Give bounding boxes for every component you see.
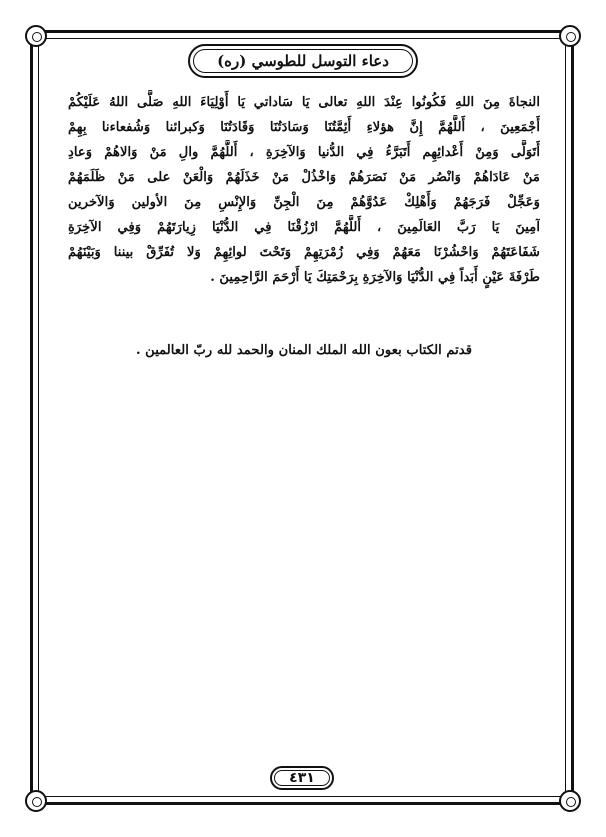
- corner-ornament: [559, 790, 581, 812]
- text-line: أَتَوَلَّى وَمِنْ أَعْدائِهِم أَتَبَرَّءُ فِي الدُّنيا وَالآخِرَةِ ، أَللَّهُمَّ والِ مَنْ وَالاهُمْ وَعادِ: [68, 145, 540, 160]
- text-line: شَفَاعَتَهُمْ وَاحْشُرْنَا مَعَهُمْ وَفِي زُمْرَتِهِمْ وَتَحْتَ لوائِهِمْ وَلا تُفَرِّقْ بيننا وَبَيْنَهُمْ: [68, 245, 540, 260]
- corner-ornament: [559, 25, 581, 47]
- text-line: النجاةَ مِنَ اللهِ فَكُونُوا عِنْدَ اللهِ تعالى يَا سَاداتي يَا أَوْلِيَاءَ اللهِ صَلَّى اللهُ عَلَيْكُمْ: [68, 95, 540, 110]
- corner-ornament: [25, 25, 47, 47]
- text-line: آمِينَ يَا رَبَّ العَالَمِينَ ، أَللَّهُمَّ ارْزُقْنَا فِي الدُّنْيَا زِيارَتَهُمْ وَفِي الآخِرَةِ: [68, 220, 540, 235]
- page-number-cartouche: [270, 766, 334, 790]
- title-cartouche: [188, 44, 418, 78]
- text-line: وَعَجِّلْ فَرَجَهُمْ وَأَهْلِكْ عَدُوَّهُمْ مِنَ الْجِنِّ وَالإِنْسِ مِنَ الأولين وَالآخرين: [68, 195, 540, 210]
- text-line: طَرْفَةَ عَيْنٍ أَبَداً فِي الدُّنْيَا وَالآخِرَةِ بِرَحْمَتِكَ يَا أَرْحَمَ الرَّاحِمِينَ .: [210, 270, 540, 285]
- text-line: أَجْمَعِينَ ، أَللَّهُمَّ إِنَّ هؤلاءِ أَئِمَّتُنَا وَسَادَتُنَا وَقَادَتُنَا وَكبرائنا وَشُفعاءنا بِهِمْ: [68, 120, 540, 135]
- body-text: [68, 90, 540, 290]
- page-number: ٤٣١: [289, 770, 315, 786]
- corner-ornament: [25, 790, 47, 812]
- page-title: دعاء التوسل للطوسي (ره): [217, 52, 389, 70]
- text-line: مَنْ عَادَاهُمْ وَانْصُر مَنْ نَصَرَهُمْ وَاخْذُلْ مَنْ خَذَلَهُمْ وَالْعَنْ على مَنْ ظَلَمَهُمْ: [68, 170, 540, 185]
- closing-line: قدتم الكتاب بعون الله الملك المنان والحمد لله ربّ العالمين .: [135, 343, 473, 358]
